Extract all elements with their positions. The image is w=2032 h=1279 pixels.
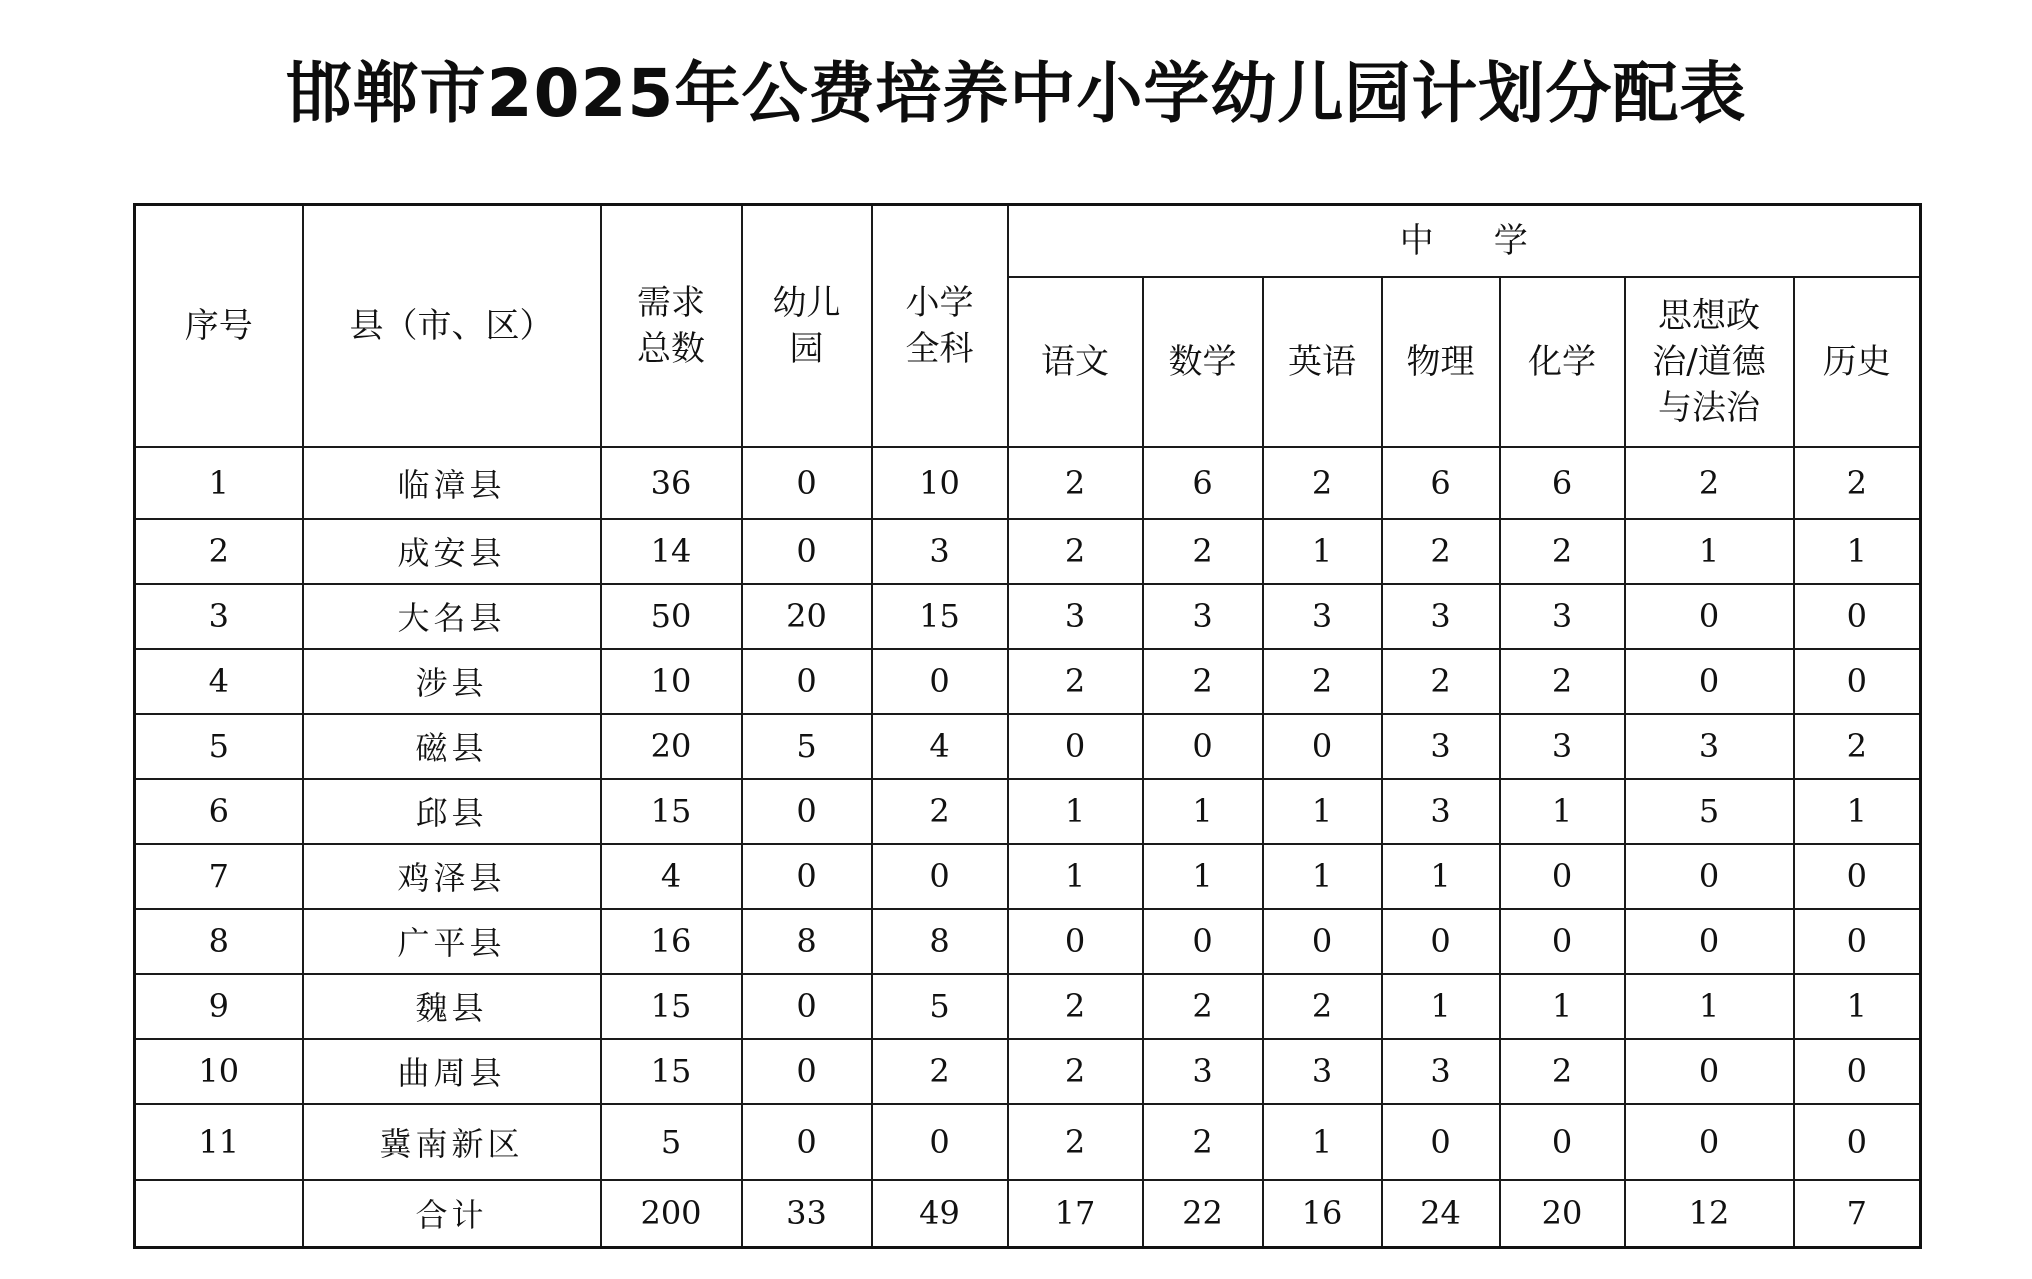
cell-math: 2 bbox=[1143, 519, 1263, 584]
cell-english: 1 bbox=[1263, 779, 1382, 844]
cell-primary: 10 bbox=[872, 447, 1008, 519]
cell-kindergarten: 0 bbox=[742, 1039, 872, 1104]
cell-politics: 1 bbox=[1625, 974, 1794, 1039]
cell-chinese: 2 bbox=[1008, 649, 1143, 714]
cell-english: 3 bbox=[1263, 584, 1382, 649]
cell-kindergarten: 0 bbox=[742, 519, 872, 584]
table-row bbox=[135, 584, 1921, 649]
total-row bbox=[135, 1180, 1921, 1248]
cell-seq: 7 bbox=[135, 844, 303, 909]
cell-primary: 3 bbox=[872, 519, 1008, 584]
cell-chinese: 2 bbox=[1008, 1104, 1143, 1180]
cell-primary: 49 bbox=[872, 1180, 1008, 1248]
cell-math: 2 bbox=[1143, 974, 1263, 1039]
cell-history: 0 bbox=[1794, 909, 1921, 974]
cell-chinese: 1 bbox=[1008, 844, 1143, 909]
cell-politics: 0 bbox=[1625, 1039, 1794, 1104]
cell-chemistry: 1 bbox=[1500, 779, 1625, 844]
cell-chemistry: 20 bbox=[1500, 1180, 1625, 1248]
cell-seq: 3 bbox=[135, 584, 303, 649]
cell-history: 0 bbox=[1794, 584, 1921, 649]
cell-physics: 3 bbox=[1382, 714, 1500, 779]
cell-math: 2 bbox=[1143, 1104, 1263, 1180]
cell-politics: 1 bbox=[1625, 519, 1794, 584]
cell-physics: 6 bbox=[1382, 447, 1500, 519]
cell-county: 鸡泽县 bbox=[303, 844, 601, 909]
cell-math: 3 bbox=[1143, 584, 1263, 649]
cell-seq: 11 bbox=[135, 1104, 303, 1180]
cell-english: 1 bbox=[1263, 844, 1382, 909]
cell-math: 22 bbox=[1143, 1180, 1263, 1248]
header-total bbox=[601, 205, 742, 447]
cell-english: 1 bbox=[1263, 1104, 1382, 1180]
cell-primary: 8 bbox=[872, 909, 1008, 974]
table-row bbox=[135, 844, 1921, 909]
table-row bbox=[135, 447, 1921, 519]
cell-county: 磁县 bbox=[303, 714, 601, 779]
cell-physics: 3 bbox=[1382, 1039, 1500, 1104]
cell-total: 15 bbox=[601, 974, 742, 1039]
cell-politics: 0 bbox=[1625, 909, 1794, 974]
cell-primary: 5 bbox=[872, 974, 1008, 1039]
cell-kindergarten: 0 bbox=[742, 779, 872, 844]
cell-history: 0 bbox=[1794, 649, 1921, 714]
header-subject-politics bbox=[1625, 277, 1794, 447]
cell-chemistry: 0 bbox=[1500, 844, 1625, 909]
cell-primary: 0 bbox=[872, 844, 1008, 909]
cell-county: 冀南新区 bbox=[303, 1104, 601, 1180]
cell-kindergarten: 0 bbox=[742, 447, 872, 519]
cell-total: 50 bbox=[601, 584, 742, 649]
cell-seq: 1 bbox=[135, 447, 303, 519]
cell-total: 5 bbox=[601, 1104, 742, 1180]
cell-primary: 0 bbox=[872, 1104, 1008, 1180]
cell-politics: 12 bbox=[1625, 1180, 1794, 1248]
cell-primary: 2 bbox=[872, 779, 1008, 844]
table-row bbox=[135, 649, 1921, 714]
cell-primary: 2 bbox=[872, 1039, 1008, 1104]
cell-history: 1 bbox=[1794, 779, 1921, 844]
header-subject-english: 英语 bbox=[1263, 277, 1382, 447]
cell-chinese: 2 bbox=[1008, 1039, 1143, 1104]
cell-politics: 0 bbox=[1625, 844, 1794, 909]
cell-total: 20 bbox=[601, 714, 742, 779]
cell-county: 广平县 bbox=[303, 909, 601, 974]
cell-history: 1 bbox=[1794, 519, 1921, 584]
header-total-label: 需求总数 bbox=[637, 282, 705, 369]
cell-kindergarten: 5 bbox=[742, 714, 872, 779]
cell-physics: 0 bbox=[1382, 909, 1500, 974]
cell-total: 36 bbox=[601, 447, 742, 519]
cell-chemistry: 3 bbox=[1500, 714, 1625, 779]
cell-english: 16 bbox=[1263, 1180, 1382, 1248]
cell-chemistry: 2 bbox=[1500, 1039, 1625, 1104]
cell-english: 1 bbox=[1263, 519, 1382, 584]
header-subject-chemistry: 化学 bbox=[1500, 277, 1625, 447]
table-row bbox=[135, 779, 1921, 844]
cell-total: 15 bbox=[601, 779, 742, 844]
cell-english: 3 bbox=[1263, 1039, 1382, 1104]
header-subject-physics: 物理 bbox=[1382, 277, 1500, 447]
cell-primary: 4 bbox=[872, 714, 1008, 779]
cell-politics: 0 bbox=[1625, 649, 1794, 714]
table-row bbox=[135, 714, 1921, 779]
cell-chemistry: 3 bbox=[1500, 584, 1625, 649]
cell-math: 2 bbox=[1143, 649, 1263, 714]
cell-seq: 5 bbox=[135, 714, 303, 779]
header-row-1 bbox=[135, 205, 1921, 277]
cell-seq: 2 bbox=[135, 519, 303, 584]
cell-chinese: 2 bbox=[1008, 974, 1143, 1039]
cell-seq: 6 bbox=[135, 779, 303, 844]
table-row bbox=[135, 974, 1921, 1039]
cell-chinese: 2 bbox=[1008, 447, 1143, 519]
cell-seq bbox=[135, 1180, 303, 1248]
cell-english: 2 bbox=[1263, 649, 1382, 714]
cell-kindergarten: 0 bbox=[742, 1104, 872, 1180]
header-county: 县（市、区） bbox=[303, 205, 601, 447]
cell-kindergarten: 0 bbox=[742, 974, 872, 1039]
cell-math: 0 bbox=[1143, 714, 1263, 779]
cell-english: 0 bbox=[1263, 714, 1382, 779]
cell-total: 4 bbox=[601, 844, 742, 909]
cell-chemistry: 2 bbox=[1500, 649, 1625, 714]
cell-chemistry: 0 bbox=[1500, 1104, 1625, 1180]
cell-english: 2 bbox=[1263, 447, 1382, 519]
header-subject-math: 数学 bbox=[1143, 277, 1263, 447]
cell-seq: 10 bbox=[135, 1039, 303, 1104]
cell-primary: 15 bbox=[872, 584, 1008, 649]
cell-chemistry: 6 bbox=[1500, 447, 1625, 519]
cell-chemistry: 1 bbox=[1500, 974, 1625, 1039]
cell-history: 0 bbox=[1794, 1039, 1921, 1104]
header-primary-label: 小学全科 bbox=[905, 282, 974, 369]
cell-physics: 3 bbox=[1382, 584, 1500, 649]
cell-chinese: 3 bbox=[1008, 584, 1143, 649]
cell-total: 10 bbox=[601, 649, 742, 714]
cell-history: 2 bbox=[1794, 447, 1921, 519]
page-title: 邯郸市2025年公费培养中小学幼儿园计划分配表 bbox=[285, 55, 1747, 132]
cell-chinese: 0 bbox=[1008, 909, 1143, 974]
cell-primary: 0 bbox=[872, 649, 1008, 714]
cell-total: 200 bbox=[601, 1180, 742, 1248]
cell-physics: 1 bbox=[1382, 974, 1500, 1039]
table-body bbox=[135, 447, 1921, 1248]
cell-county: 曲周县 bbox=[303, 1039, 601, 1104]
cell-history: 0 bbox=[1794, 844, 1921, 909]
cell-math: 0 bbox=[1143, 909, 1263, 974]
cell-kindergarten: 33 bbox=[742, 1180, 872, 1248]
header-subject-history: 历史 bbox=[1794, 277, 1921, 447]
cell-kindergarten: 8 bbox=[742, 909, 872, 974]
cell-physics: 2 bbox=[1382, 519, 1500, 584]
cell-seq: 8 bbox=[135, 909, 303, 974]
cell-history: 2 bbox=[1794, 714, 1921, 779]
cell-english: 2 bbox=[1263, 974, 1382, 1039]
cell-county: 邱县 bbox=[303, 779, 601, 844]
cell-physics: 24 bbox=[1382, 1180, 1500, 1248]
cell-math: 1 bbox=[1143, 844, 1263, 909]
cell-county: 成安县 bbox=[303, 519, 601, 584]
table-row bbox=[135, 519, 1921, 584]
cell-english: 0 bbox=[1263, 909, 1382, 974]
cell-county: 临漳县 bbox=[303, 447, 601, 519]
cell-kindergarten: 20 bbox=[742, 584, 872, 649]
cell-physics: 3 bbox=[1382, 779, 1500, 844]
cell-physics: 0 bbox=[1382, 1104, 1500, 1180]
cell-physics: 1 bbox=[1382, 844, 1500, 909]
cell-total: 16 bbox=[601, 909, 742, 974]
cell-math: 1 bbox=[1143, 779, 1263, 844]
header-primary bbox=[872, 205, 1008, 447]
cell-county: 魏县 bbox=[303, 974, 601, 1039]
cell-chinese: 2 bbox=[1008, 519, 1143, 584]
cell-politics: 2 bbox=[1625, 447, 1794, 519]
header-seq: 序号 bbox=[135, 205, 303, 447]
cell-county: 大名县 bbox=[303, 584, 601, 649]
cell-physics: 2 bbox=[1382, 649, 1500, 714]
cell-history: 0 bbox=[1794, 1104, 1921, 1180]
allocation-table bbox=[133, 203, 1922, 1249]
cell-chemistry: 2 bbox=[1500, 519, 1625, 584]
cell-chinese: 0 bbox=[1008, 714, 1143, 779]
cell-politics: 5 bbox=[1625, 779, 1794, 844]
table-row bbox=[135, 909, 1921, 974]
header-subject-chinese: 语文 bbox=[1008, 277, 1143, 447]
cell-politics: 0 bbox=[1625, 1104, 1794, 1180]
cell-history: 7 bbox=[1794, 1180, 1921, 1248]
header-kindergarten bbox=[742, 205, 872, 447]
cell-chinese: 17 bbox=[1008, 1180, 1143, 1248]
cell-politics: 0 bbox=[1625, 584, 1794, 649]
table-row bbox=[135, 1104, 1921, 1180]
cell-seq: 9 bbox=[135, 974, 303, 1039]
header-subject-politics-label: 思想政治/道德与法治 bbox=[1652, 295, 1766, 428]
header-middle-school-group: 中学 bbox=[1008, 205, 1921, 277]
cell-history: 1 bbox=[1794, 974, 1921, 1039]
cell-seq: 4 bbox=[135, 649, 303, 714]
table-row bbox=[135, 1039, 1921, 1104]
cell-total: 15 bbox=[601, 1039, 742, 1104]
cell-politics: 3 bbox=[1625, 714, 1794, 779]
cell-county: 合计 bbox=[303, 1180, 601, 1248]
cell-chinese: 1 bbox=[1008, 779, 1143, 844]
cell-math: 6 bbox=[1143, 447, 1263, 519]
cell-chemistry: 0 bbox=[1500, 909, 1625, 974]
header-kindergarten-label: 幼儿园 bbox=[772, 282, 841, 369]
cell-kindergarten: 0 bbox=[742, 649, 872, 714]
cell-county: 涉县 bbox=[303, 649, 601, 714]
cell-math: 3 bbox=[1143, 1039, 1263, 1104]
cell-kindergarten: 0 bbox=[742, 844, 872, 909]
cell-total: 14 bbox=[601, 519, 742, 584]
